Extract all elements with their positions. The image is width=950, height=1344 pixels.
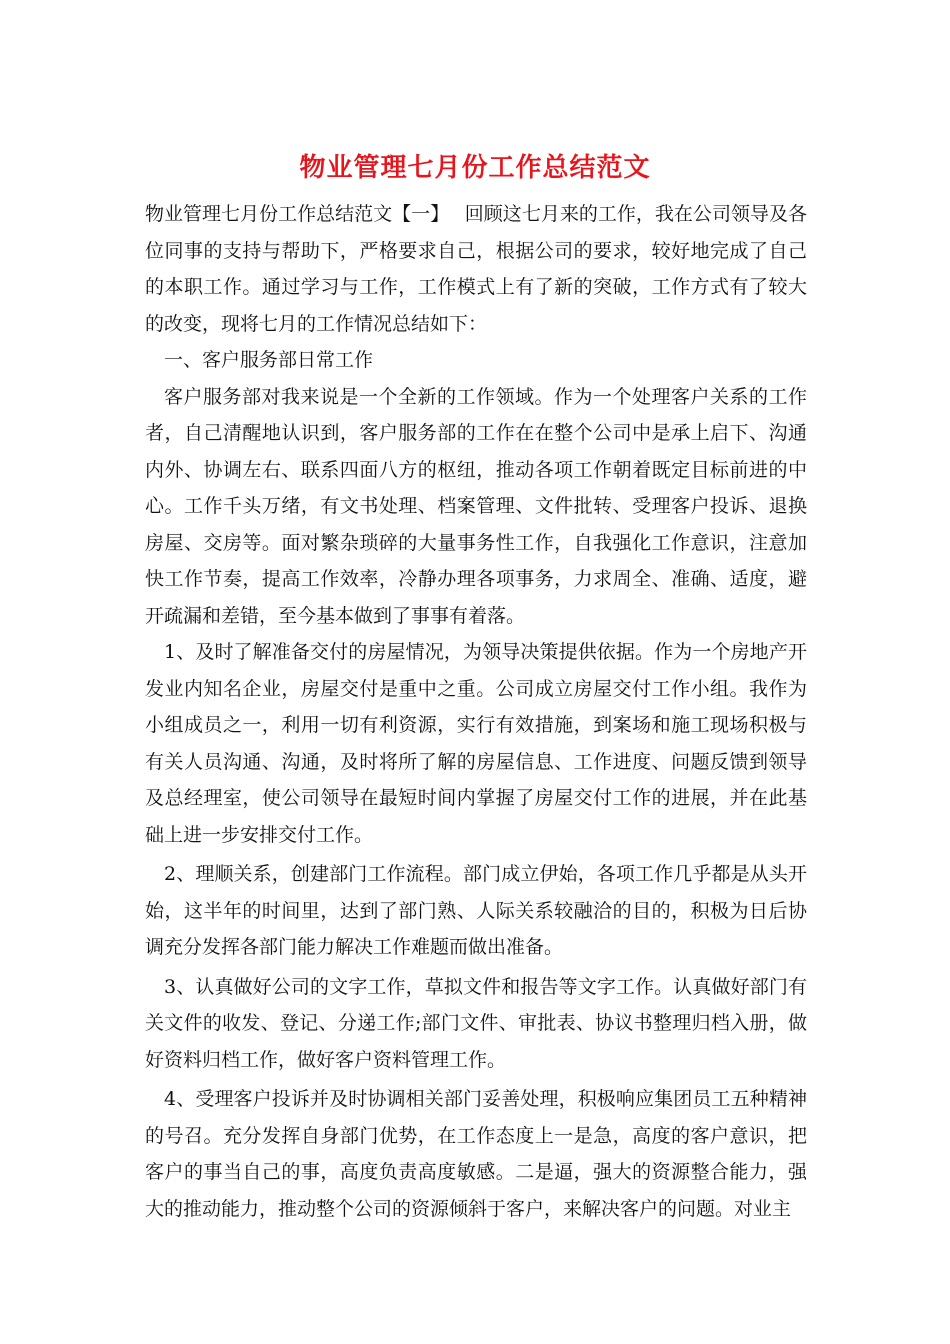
body-paragraph: 3、认真做好公司的文字工作，草拟文件和报告等文字工作。认真做好部门有关文件的收发、登记、分递工作;部门文件、审批表、协议书整理归档入册，做好资料归档工作，做好客户资料管理工作。 [145, 975, 807, 1071]
intro-paragraph: 物业管理七月份工作总结范文【一】 回顾这七月来的工作，我在公司领导及各位同事的支持与帮助下，严格要求自己，根据公司的要求，较好地完成了自己的本职工作。通过学习与工作，工作模式上有了新的突破，工作方式有了较大的改变，现将七月的工作情况总结如下： [145, 203, 807, 335]
body-paragraph: 客户服务部对我来说是一个全新的工作领域。作为一个处理客户关系的工作者，自己清醒地认识到，客户服务部的工作在在整个公司中是承上启下、沟通内外、协调左右、联系四面八方的枢纽，推动各项工作朝着既定目标前进的中心。工作千头万绪，有文书处理、档案管理、文件批转、受理客户投诉、退换房屋、交房等。面对繁杂琐碎的大量事务性工作，自我强化工作意识，注意加快工作节奏，提高工作效率，冷静办理各项事务，力求周全、准确、适度，避开疏漏和差错，至今基本做到了事事有着落。 [145, 385, 807, 627]
body-paragraph: 2、理顺关系，创建部门工作流程。部门成立伊始，各项工作几乎都是从头开始，这半年的时间里，达到了部门熟、人际关系较融洽的目的，积极为日后协调充分发挥各部门能力解决工作难题而做出准备。 [145, 863, 807, 958]
document-title: 物业管理七月份工作总结范文 [299, 153, 651, 183]
document-body [145, 196, 807, 1227]
body-paragraph: 1、及时了解准备交付的房屋情况，为领导决策提供依据。作为一个房地产开发业内知名企业，房屋交付是重中之重。公司成立房屋交付工作小组。我作为小组成员之一，利用一切有利资源，实行有效措施，到案场和施工现场积极与有关人员沟通、沟通，及时将所了解的房屋信息、工作进度、问题反馈到领导及总经理室，使公司领导在最短时间内掌握了房屋交付工作的进展，并在此基础上进一步安排交付工作。 [145, 641, 807, 846]
body-paragraph: 4、受理客户投诉并及时协调相关部门妥善处理，积极响应集团员工五种精神的号召。充分发挥自身部门优势，在工作态度上一是急，高度的客户意识，把客户的事当自己的事，高度负责高度敏感。二是逼，强大的资源整合能力，强大的推动能力，推动整个公司的资源倾斜于客户，来解决客户的问题。对业主 [145, 1088, 807, 1220]
section-heading: 一、客户服务部日常工作 [164, 349, 374, 371]
